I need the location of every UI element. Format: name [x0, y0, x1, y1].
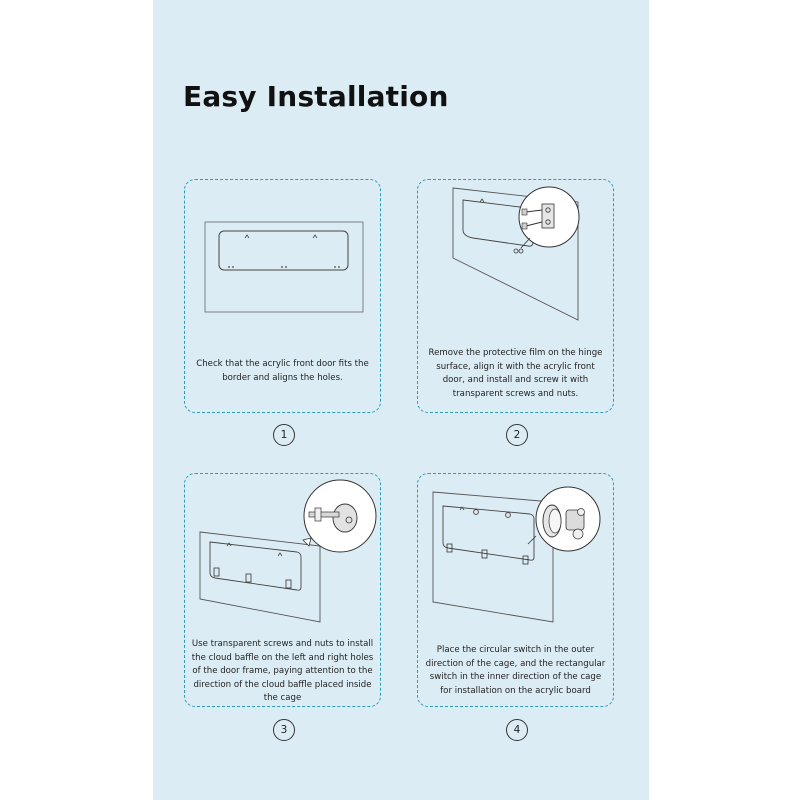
step-card-2	[417, 179, 614, 413]
illustration-switch-install	[418, 474, 615, 634]
step-2-caption: Remove the protective film on the hinge surface, align it with the acrylic front door, and install and screw it with transparent screws and nuts.	[428, 348, 603, 399]
page-title: Easy Installation	[183, 80, 449, 113]
step-card-1	[184, 179, 381, 413]
step-card-4	[417, 473, 614, 707]
step-1-caption: Check that the acrylic front door fits the border and aligns the holes.	[196, 359, 369, 383]
illustration-acrylic-door-check	[185, 180, 382, 340]
illustration-cloud-baffle-install	[185, 474, 382, 634]
illustration-hinge-install	[418, 180, 615, 340]
step-2-number: 2	[506, 424, 528, 446]
step-card-3	[184, 473, 381, 707]
step-3-caption: Use transparent screws and nuts to install the cloud baffle on the left and right holes of the door frame, paying attention to the direction of the cloud baffle placed inside the cage	[191, 639, 374, 703]
step-3-number: 3	[273, 719, 295, 741]
step-4-caption: Place the circular switch in the outer direction of the cage, and the rectangular switch in the inner direction of the cage for installation on the acrylic board	[425, 645, 606, 696]
step-4-number: 4	[506, 719, 528, 741]
step-1-number: 1	[273, 424, 295, 446]
